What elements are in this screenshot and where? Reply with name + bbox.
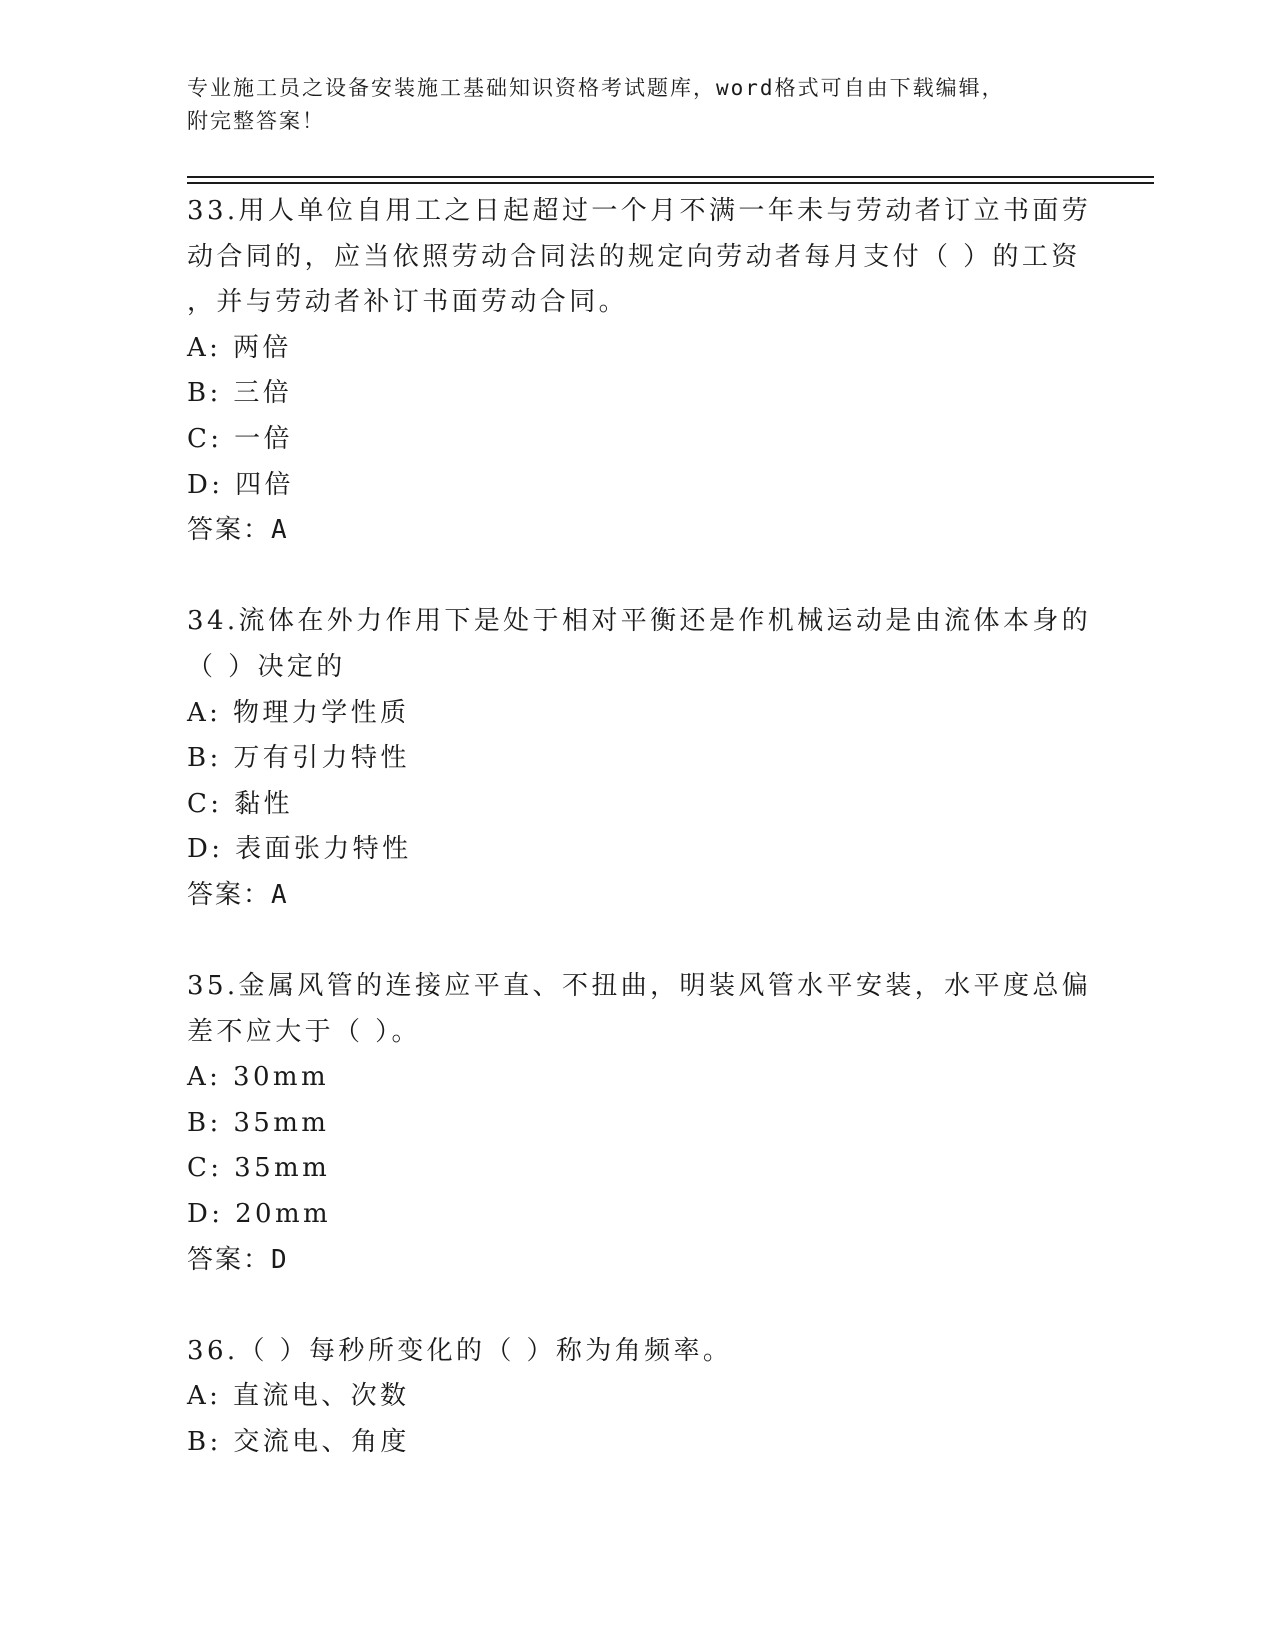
- option-text: 黏性: [234, 788, 293, 819]
- option: [187, 326, 1087, 372]
- option-key: D:: [187, 834, 224, 865]
- question-text: 33.用人单位自用工之日起超过一个月不满一年未与劳动者订立书面劳: [187, 196, 1092, 226]
- option: [187, 417, 1087, 463]
- option-text: 直流电、次数: [233, 1381, 410, 1412]
- option: [187, 463, 1087, 509]
- option: [187, 1101, 1087, 1147]
- option-text: 一倍: [234, 423, 293, 454]
- header-line: 专业施工员之设备安装施工基础知识资格考试题库，word格式可自由下载编辑，: [187, 76, 1005, 100]
- question-text: ，并与劳动者补订书面劳动合同。: [187, 287, 629, 318]
- option-key: B:: [187, 1427, 222, 1458]
- option-text: 物理力学性质: [233, 697, 410, 728]
- option-key: A:: [187, 1062, 222, 1093]
- option-key: B:: [187, 1107, 222, 1138]
- header-divider: [187, 182, 1154, 184]
- option-key: D:: [187, 1199, 224, 1230]
- question: [187, 189, 1092, 554]
- header-divider: [187, 176, 1154, 178]
- question: [187, 964, 1092, 1283]
- question-text: 34.流体在外力作用下是处于相对平衡还是作机械运动是由流体本身的: [187, 606, 1092, 637]
- option-key: A:: [187, 697, 222, 728]
- answer: 答案：A: [187, 879, 289, 910]
- question-text: 35.金属风管的连接应平直、不扭曲，明装风管水平安装，水平度总偏: [187, 971, 1092, 1002]
- option: [187, 782, 1087, 828]
- document-header: [187, 72, 1087, 138]
- option-text: 35mm: [234, 1153, 331, 1184]
- question-text: 动合同的，应当依照劳动合同法的规定向劳动者每月支付（ ）的工资: [187, 241, 1081, 272]
- option-key: B:: [187, 743, 222, 774]
- option-text: 交流电、角度: [233, 1427, 410, 1458]
- option: [187, 1055, 1087, 1101]
- option: [187, 1420, 1087, 1466]
- option-key: A:: [187, 332, 222, 363]
- option-text: 35mm: [233, 1107, 330, 1138]
- option-text: 两倍: [233, 332, 292, 363]
- question-text: 差不应大于（ ）。: [187, 1016, 421, 1047]
- question-list: [187, 189, 1092, 1466]
- option-text: 20mm: [235, 1199, 332, 1230]
- option: [187, 827, 1087, 873]
- answer: 答案：A: [187, 515, 289, 546]
- option-key: A:: [187, 1381, 222, 1412]
- answer: 答案：D: [187, 1244, 289, 1275]
- option-key: C:: [187, 1153, 223, 1184]
- question: [187, 1329, 1087, 1466]
- header-line: 附完整答案！: [187, 109, 325, 133]
- option-key: D:: [187, 469, 224, 500]
- option-text: 30mm: [233, 1062, 330, 1093]
- option-text: 万有引力特性: [233, 743, 410, 774]
- option-key: C:: [187, 788, 223, 819]
- question: [187, 599, 1092, 918]
- option: [187, 1146, 1087, 1192]
- option-text: 四倍: [235, 469, 294, 500]
- question-text: 36.（ ）每秒所变化的（ ）称为角频率。: [187, 1335, 733, 1366]
- option: [187, 691, 1087, 737]
- option-text: 三倍: [233, 378, 293, 409]
- option: [187, 1192, 1087, 1238]
- question-text: （ ）决定的: [187, 651, 346, 682]
- option: [187, 736, 1087, 782]
- option: [187, 1374, 1087, 1420]
- option-key: C:: [187, 423, 223, 454]
- option: [187, 371, 1087, 417]
- option-key: B:: [187, 378, 222, 409]
- option-text: 表面张力特性: [235, 834, 412, 865]
